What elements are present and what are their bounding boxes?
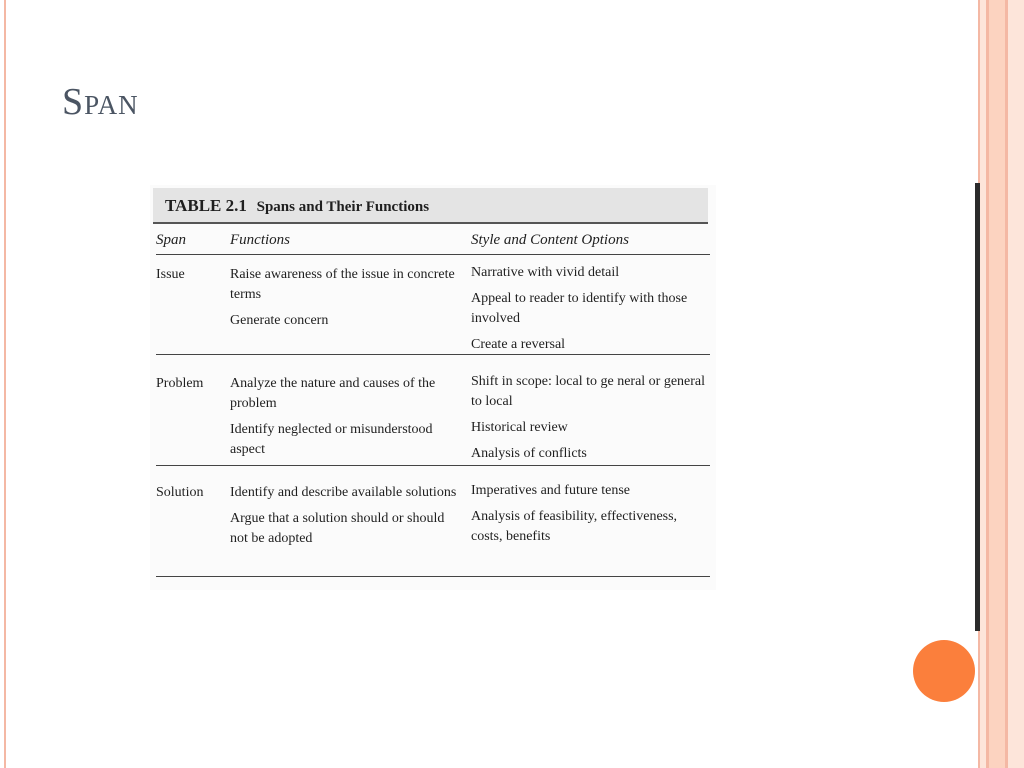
column-header-span: Span bbox=[156, 232, 186, 248]
table-number: TABLE 2.1 bbox=[165, 196, 247, 215]
table-cell: Identify neglected or misunderstood aspect bbox=[230, 422, 433, 457]
header-rule bbox=[156, 254, 710, 255]
decorative-circle bbox=[913, 640, 975, 702]
table-cell: Create a reversal bbox=[471, 337, 566, 352]
table-caption bbox=[153, 188, 708, 224]
table-cell: Raise awareness of the issue in concrete terms bbox=[230, 267, 455, 302]
table-cell: Shift in scope: local to ge neral or general to local bbox=[471, 374, 706, 409]
solution-options bbox=[471, 481, 711, 553]
table-cell: Historical review bbox=[471, 420, 568, 435]
row-rule bbox=[156, 354, 710, 355]
table-cell: Identify and describe available solutions bbox=[230, 485, 457, 500]
table-cell: Argue that a solution should or should not be adopted bbox=[230, 511, 445, 546]
table-cell: Narrative with vivid detail bbox=[471, 265, 620, 280]
column-header-style: Style and Content Options bbox=[471, 232, 629, 248]
solution-functions bbox=[230, 483, 460, 555]
table-cell: Imperatives and future tense bbox=[471, 483, 630, 498]
table-cell: Generate concern bbox=[230, 313, 329, 328]
issue-options bbox=[471, 263, 711, 361]
table-cell: Analysis of conflicts bbox=[471, 446, 587, 461]
table-bottom-rule bbox=[156, 576, 710, 577]
problem-options bbox=[471, 372, 711, 470]
row-label-solution: Solution bbox=[156, 485, 204, 500]
problem-functions bbox=[230, 374, 460, 466]
table-cell: Analysis of feasibility, effectiveness, costs, benefits bbox=[471, 509, 678, 544]
table-cell: Analyze the nature and causes of the problem bbox=[230, 376, 436, 411]
scanned-table-image bbox=[150, 185, 716, 590]
column-header-functions: Functions bbox=[230, 232, 290, 248]
table-cell: Appeal to reader to identify with those involved bbox=[471, 291, 688, 326]
slide-left-border bbox=[4, 0, 6, 768]
slide-title: Span bbox=[62, 81, 139, 123]
issue-functions bbox=[230, 265, 460, 337]
slide-right-border-stripes bbox=[978, 0, 1024, 768]
row-rule bbox=[156, 465, 710, 466]
row-label-issue: Issue bbox=[156, 267, 185, 282]
row-label-problem: Problem bbox=[156, 376, 204, 391]
scan-edge-shadow bbox=[975, 183, 980, 631]
table-title: Spans and Their Functions bbox=[256, 199, 430, 215]
